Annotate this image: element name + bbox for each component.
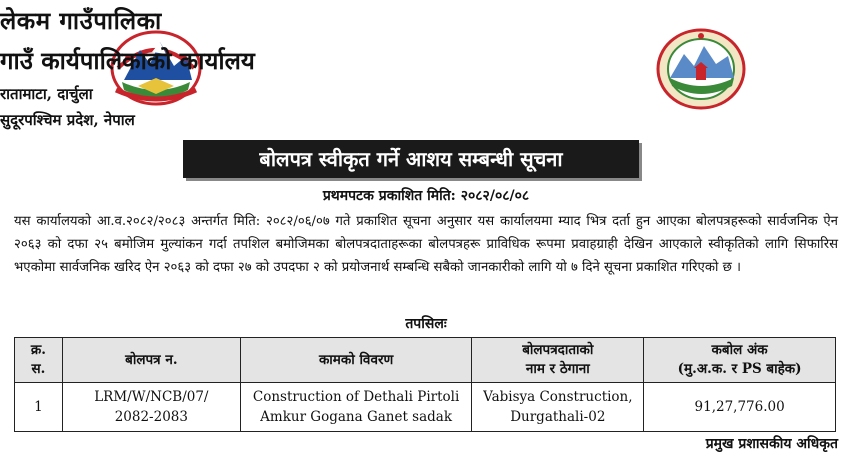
header-bidder: बोलपत्रदाताको नाम र ठेगाना bbox=[472, 338, 644, 383]
header-serial: क्र. स. bbox=[15, 338, 63, 383]
header-work-description: कामको विवरण bbox=[240, 338, 472, 383]
province-name: सुदूरपश्चिम प्रदेश, नेपाल bbox=[0, 111, 135, 129]
office-name: गाउँ कार्यपालिकाको कार्यालय bbox=[0, 46, 255, 75]
notice-body: यस कार्यालयको आ.व.२०८२/२०८३ अन्तर्गत मिति: २०८२/०६/०७ गते प्रकाशित सूचना अनुसार यस कार्यालयमा म्याद भित्र दर्ता हुन आएका बोलपत्रहरूको सार्वजनिक ऐन २०६३ को दफा २५ बमोजिम मुल्यांकन गर्दा तपशिल बमोजिमका बोलपत्रदाताहरूका बोलपत्रहरू प्राविधिक रूपमा प्रवाहग्राही देखिन आएकाले स्वीकृतिको लागि सिफारिस भएकोमा सार्वजनिक खरिद ऐन २०६३ को दफा २७ को उपदफा २ को प्रयोजनार्थ सम्बन्धि सबैको जानकारीको लागि यो ७ दिने सूचना प्रकाशित गरिएको छ । bbox=[14, 214, 838, 275]
cell-amount: 91,27,776.00 bbox=[644, 383, 836, 432]
bid-table bbox=[14, 337, 836, 432]
municipality-name: लेकम गाउँपालिका bbox=[0, 6, 162, 35]
header-amount: कबोल अंक (मु.अ.क. र PS बाहेक) bbox=[644, 338, 836, 383]
publication-date: प्रथमपटक प्रकाशित मिति: २०८२/०८/०८ bbox=[322, 188, 530, 204]
cell-work-description: Construction of Dethali Pirtoli Amkur Gogana Ganet sadak bbox=[240, 383, 472, 432]
signatory-title: प्रमुख प्रशासकीय अधिकृत bbox=[705, 436, 838, 452]
table-header-row bbox=[15, 338, 836, 383]
office-address: रातामाटा, दार्चुला bbox=[0, 85, 93, 103]
header-bid-number: बोलपत्र न. bbox=[62, 338, 240, 383]
cell-bid-number: LRM/W/NCB/07/ 2082-2083 bbox=[62, 383, 240, 432]
notice-title-banner: बोलपत्र स्वीकृत गर्ने आशय सम्बन्धी सूचना bbox=[183, 140, 639, 178]
cell-bidder: Vabisya Construction, Durgathali-02 bbox=[472, 383, 644, 432]
schedule-heading: तपसिलः bbox=[405, 316, 447, 332]
cell-serial: 1 bbox=[15, 383, 63, 432]
table-row bbox=[15, 383, 836, 432]
